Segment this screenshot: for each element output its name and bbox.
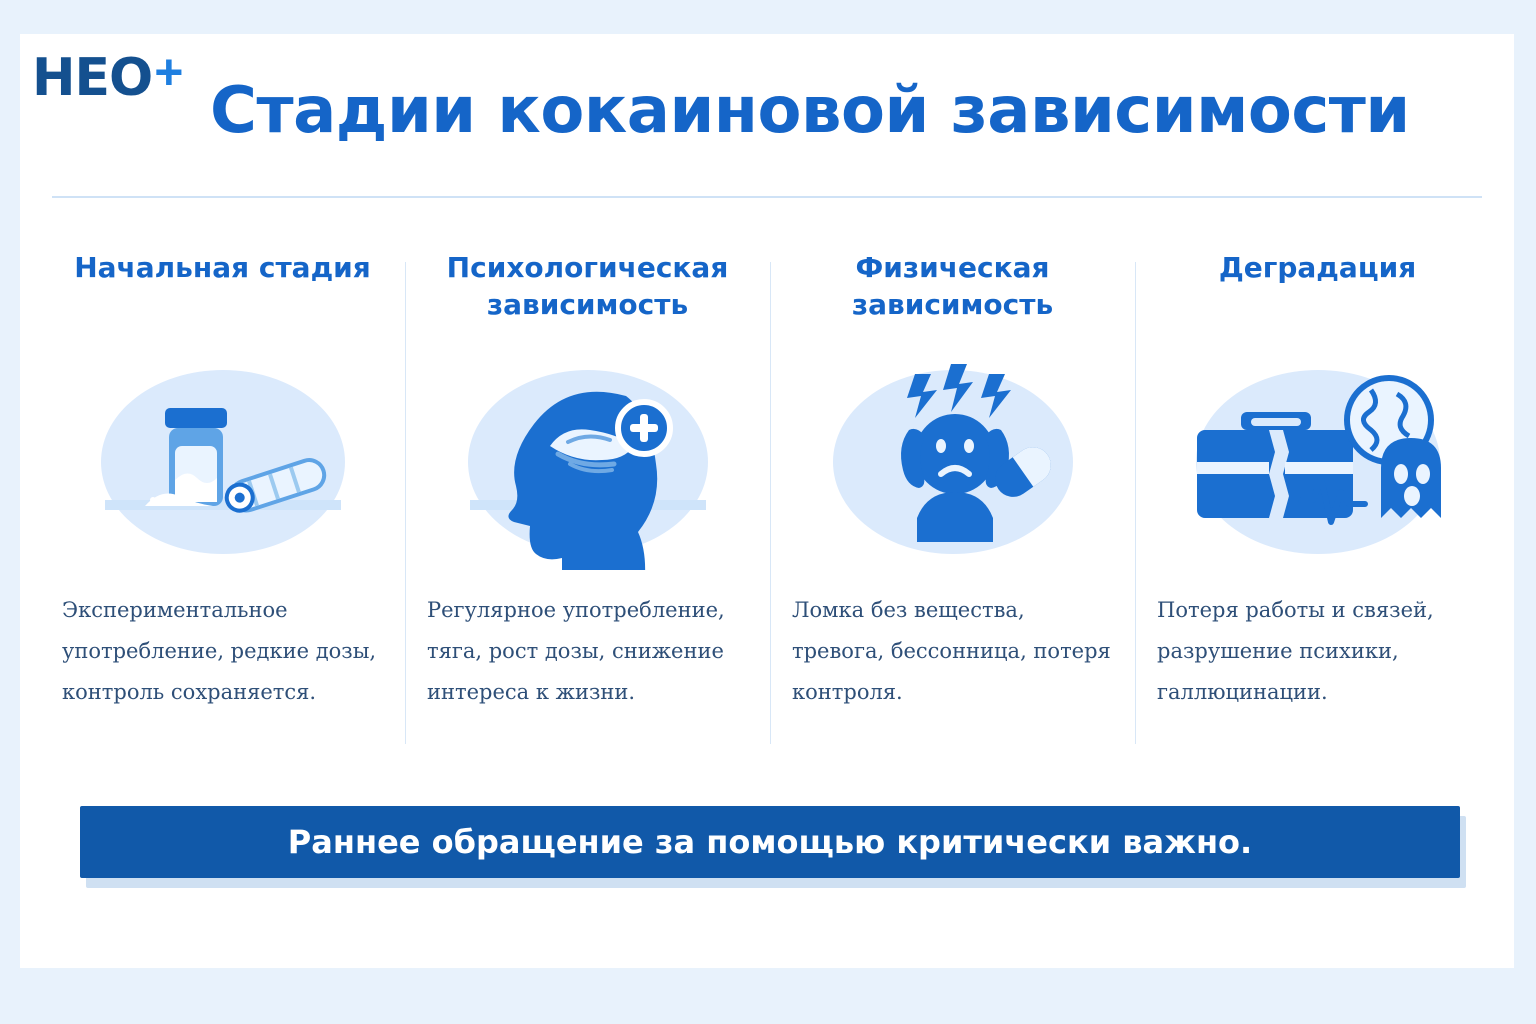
stage-title-1: Начальная стадия — [74, 251, 371, 284]
left-band — [0, 0, 20, 1024]
broken-briefcase-psyche-icon — [1157, 344, 1478, 576]
brand-logo-text: HEO — [32, 48, 153, 108]
right-band — [1514, 0, 1536, 1024]
call-to-action-banner — [80, 806, 1460, 878]
stages-row — [40, 250, 1500, 770]
stage-title-4: Деградация — [1218, 251, 1417, 284]
top-band — [0, 0, 1536, 34]
withdrawal-headache-icon — [792, 344, 1113, 576]
stage-description-1: Экспериментальное употребление, редкие дозы, контроль сохраняется. — [62, 598, 377, 704]
banner-text: Раннее обращение за помощью критически важно. — [287, 823, 1253, 861]
stage-column-2 — [405, 250, 770, 770]
stage-description-4: Потеря работы и связей, разрушение психики, галлюцинации. — [1157, 598, 1434, 704]
pill-bottle-and-powder-icon — [62, 344, 383, 576]
stage-description-2: Регулярное употребление, тяга, рост дозы, снижение интереса к жизни. — [427, 598, 725, 704]
stage-column-3 — [770, 250, 1135, 770]
title-divider — [52, 196, 1482, 198]
brand-logo — [32, 44, 183, 108]
stage-column-1 — [40, 250, 405, 770]
brand-logo-plus-icon: + — [154, 44, 183, 100]
page-title: Стадии кокаиновой зависимости — [210, 74, 1410, 148]
bottom-band — [0, 968, 1536, 1024]
stage-column-4 — [1135, 250, 1500, 770]
stage-title-2: Психологическая зависимость — [446, 251, 729, 321]
stage-title-3: Физическая зависимость — [851, 251, 1054, 321]
head-brain-craving-icon — [427, 344, 748, 576]
stage-description-3: Ломка без вещества, тревога, бессонница, потеря контроля. — [792, 598, 1111, 704]
